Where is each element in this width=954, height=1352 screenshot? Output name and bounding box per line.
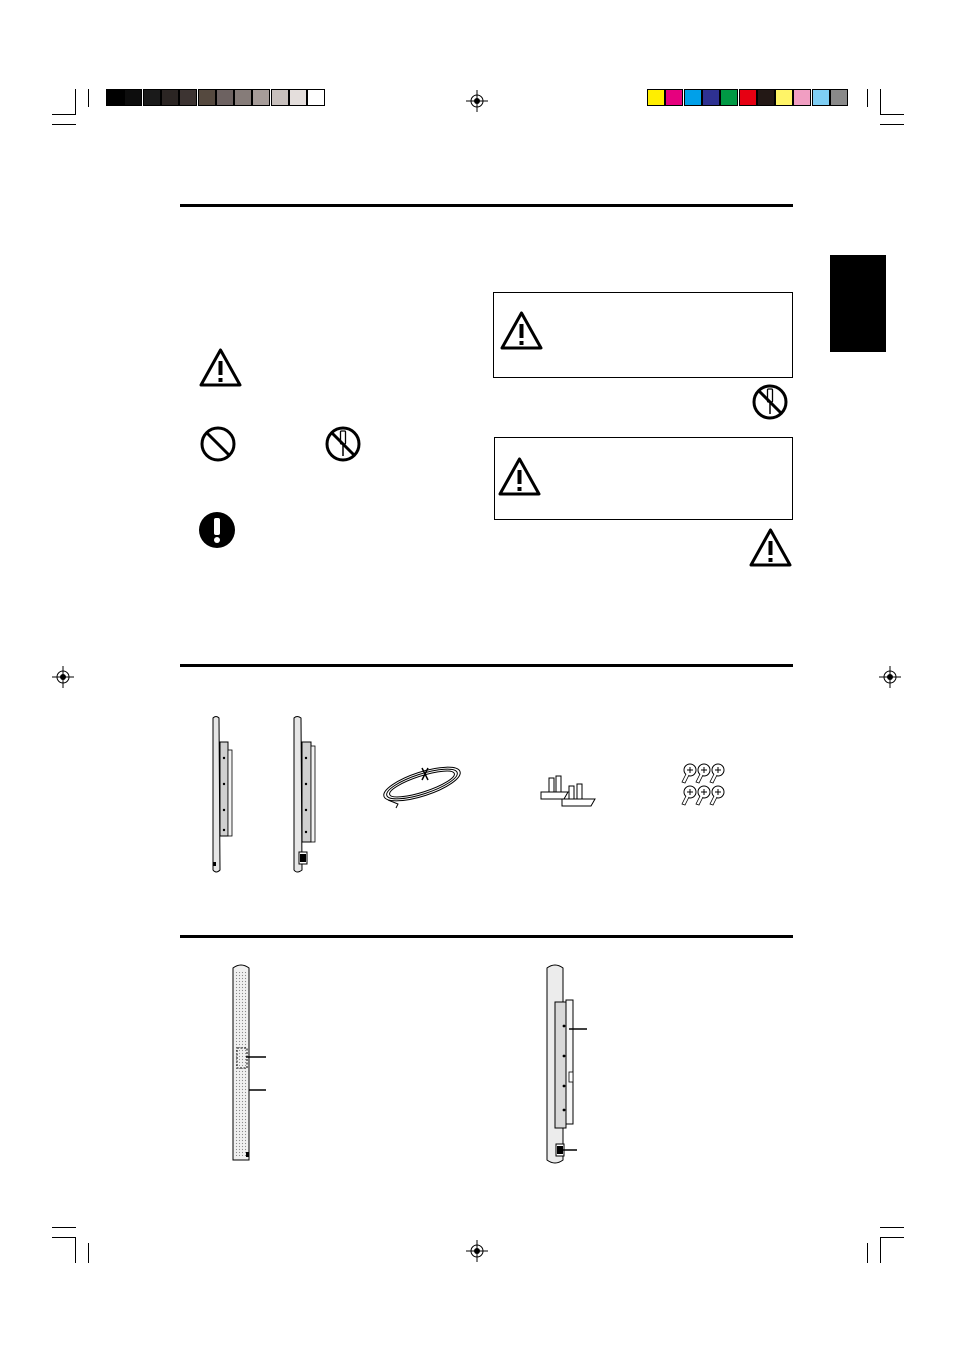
crosshair-target-icon bbox=[879, 666, 901, 688]
section-rule-safety bbox=[180, 204, 793, 207]
gray-swatch bbox=[179, 89, 197, 106]
left-speaker-illustration bbox=[206, 714, 236, 876]
no-disassembly-icon bbox=[324, 425, 362, 463]
no-disassembly-icon bbox=[751, 383, 789, 421]
gray-swatch bbox=[106, 89, 124, 106]
crosshair-target-icon bbox=[466, 90, 488, 112]
speaker-brackets-illustration bbox=[538, 772, 598, 810]
color-swatch bbox=[647, 89, 665, 106]
warning-triangle-icon bbox=[498, 457, 541, 496]
speaker-rear-illustration bbox=[543, 962, 591, 1168]
gray-swatch bbox=[307, 89, 325, 106]
color-swatch bbox=[830, 89, 848, 106]
section-rule-parts bbox=[180, 935, 793, 938]
gray-swatch bbox=[234, 89, 252, 106]
crosshair-target-icon bbox=[52, 666, 74, 688]
gray-swatch bbox=[124, 89, 142, 106]
speaker-front-illustration bbox=[229, 962, 273, 1166]
gray-swatch bbox=[271, 89, 289, 106]
prohibited-circle-icon bbox=[199, 425, 237, 463]
color-swatch bbox=[684, 89, 702, 106]
gray-swatch bbox=[252, 89, 270, 106]
color-swatch bbox=[812, 89, 830, 106]
crosshair-target-icon bbox=[466, 1240, 488, 1262]
color-swatch bbox=[720, 89, 738, 106]
color-swatch bbox=[702, 89, 720, 106]
screws-illustration bbox=[680, 760, 740, 812]
color-swatch bbox=[757, 89, 775, 106]
language-side-tab bbox=[830, 255, 886, 352]
color-swatch bbox=[793, 89, 811, 106]
speaker-cable-illustration bbox=[380, 760, 465, 810]
section-rule-accessories bbox=[180, 664, 793, 667]
caution-box bbox=[494, 437, 793, 520]
warning-triangle-icon bbox=[500, 311, 543, 350]
gray-swatch bbox=[161, 89, 179, 106]
gray-swatch bbox=[289, 89, 307, 106]
gray-swatch bbox=[143, 89, 161, 106]
warning-box bbox=[493, 292, 793, 378]
color-swatch bbox=[739, 89, 757, 106]
gray-swatch bbox=[216, 89, 234, 106]
mandatory-exclamation-icon bbox=[198, 511, 236, 549]
right-speaker-illustration bbox=[287, 714, 321, 876]
color-swatch bbox=[775, 89, 793, 106]
warning-triangle-icon bbox=[749, 528, 792, 567]
gray-swatch bbox=[198, 89, 216, 106]
color-swatch bbox=[665, 89, 683, 106]
warning-triangle-icon bbox=[199, 348, 242, 387]
